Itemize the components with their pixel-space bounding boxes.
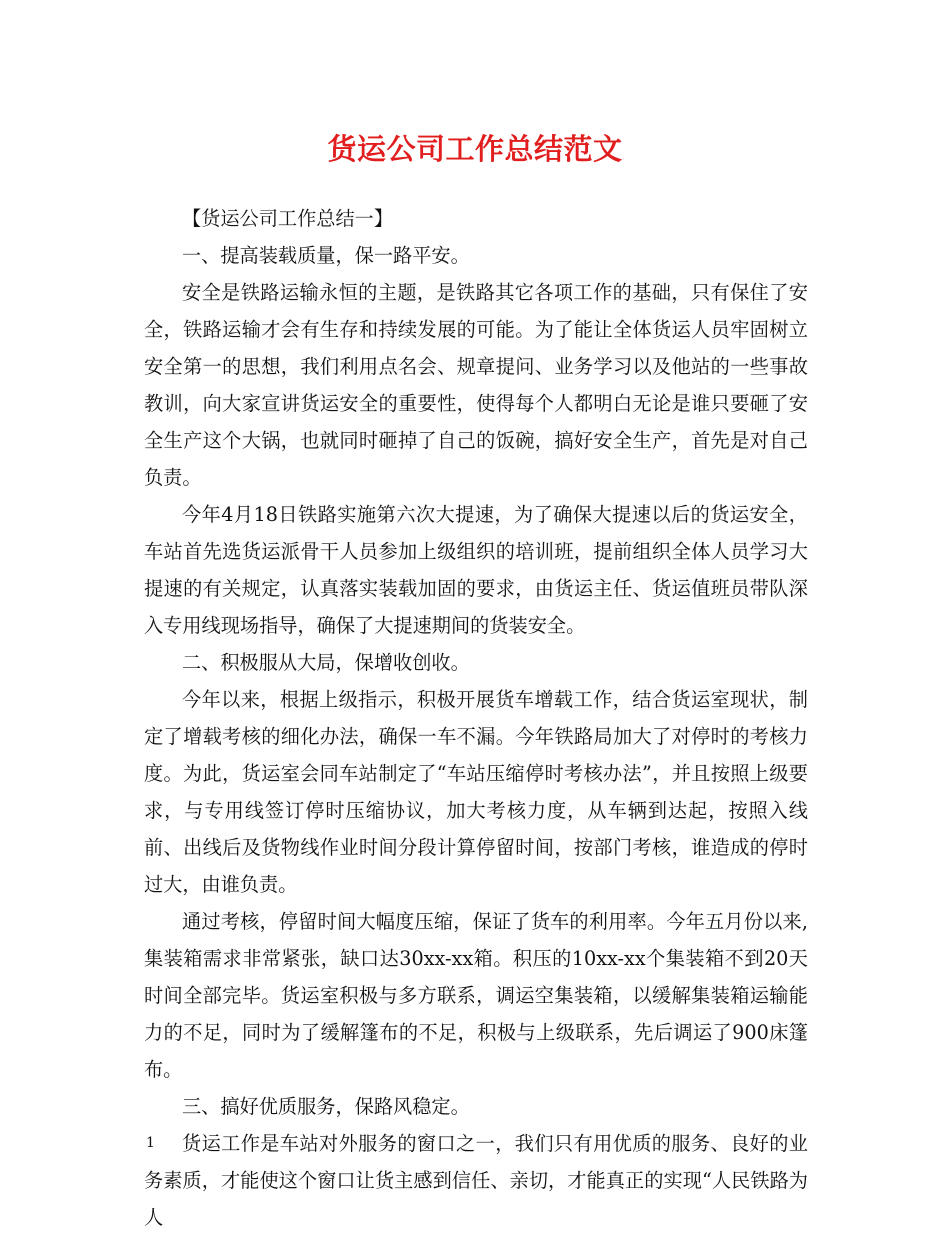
paragraph-service: 货运工作是车站对外服务的窗口之一，我们只有用优质的服务、良好的业务素质，才能使这个窗口让货主感到信任、亲切，才能真正的实现“人民铁路为人 [144, 1132, 808, 1229]
paragraph-safety: 安全是铁路运输永恒的主题，是铁路其它各项工作的基础，只有保住了安全，铁路运输才会有生存和持续发展的可能。为了能让全体货运人员牢固树立安全第一的思想，我们利用点名会、规章提问、业务学习以及他站的一些事故教训，向大家宣讲货运安全的重要性，使得每个人都明白无论是谁只要砸了安全生产这个大锅，也就同时砸掉了自己的饭碗，搞好安全生产，首先是对自己负责。 [144, 281, 808, 489]
document-title: 货运公司工作总结范文 [327, 132, 623, 166]
paragraph-load-increase: 今年以来，根据上级指示，积极开展货车增载工作，结合货运室现状，制定了增载考核的细化办法，确保一车不漏。今年铁路局加大了对停时的考核力度。为此，货运室会同车站制定了“车站压缩停时考核办法”，并且按照上级要求，与专用线签订停时压缩协议，加大考核力度，从车辆到达起，按照入线前、出线后及货物线作业时间分段计算停留时间，按部门考核，谁造成的停时过大，由谁负责。 [144, 688, 808, 896]
paragraph-speedup: 今年4月18日铁路实施第六次大提速，为了确保大提速以后的货运安全，车站首先选货运派骨干人员参加上级组织的培训班，提前组织全体人员学习大提速的有关规定，认真落实装载加固的要求，由货运主任、货运值班员带队深入专用线现场指导，确保了大提速期间的货装安全。 [144, 503, 808, 637]
section-heading-2: 二、积极服从大局，保增收创收。 [182, 651, 470, 674]
section-heading-3: 三、搞好优质服务，保路风稳定。 [182, 1095, 470, 1118]
paragraph-assessment: 通过考核，停留时间大幅度压缩，保证了货车的利用率。今年五月份以来,集装箱需求非常紧张，缺口达30xx-xx箱。积压的10xx-xx个集装箱不到20天时间全部完毕。货运室积极与多方联系，调运空集装箱，以缓解集装箱运输能力的不足，同时为了缓解篷布的不足，积极与上级联系，先后调运了900床篷布。 [144, 910, 808, 1081]
section-label: 【货运公司工作总结一】 [182, 207, 394, 230]
section-heading-1: 一、提高装载质量，保一路平安。 [182, 244, 470, 267]
page-number: 1 [146, 1135, 155, 1151]
document-body [144, 200, 808, 1236]
